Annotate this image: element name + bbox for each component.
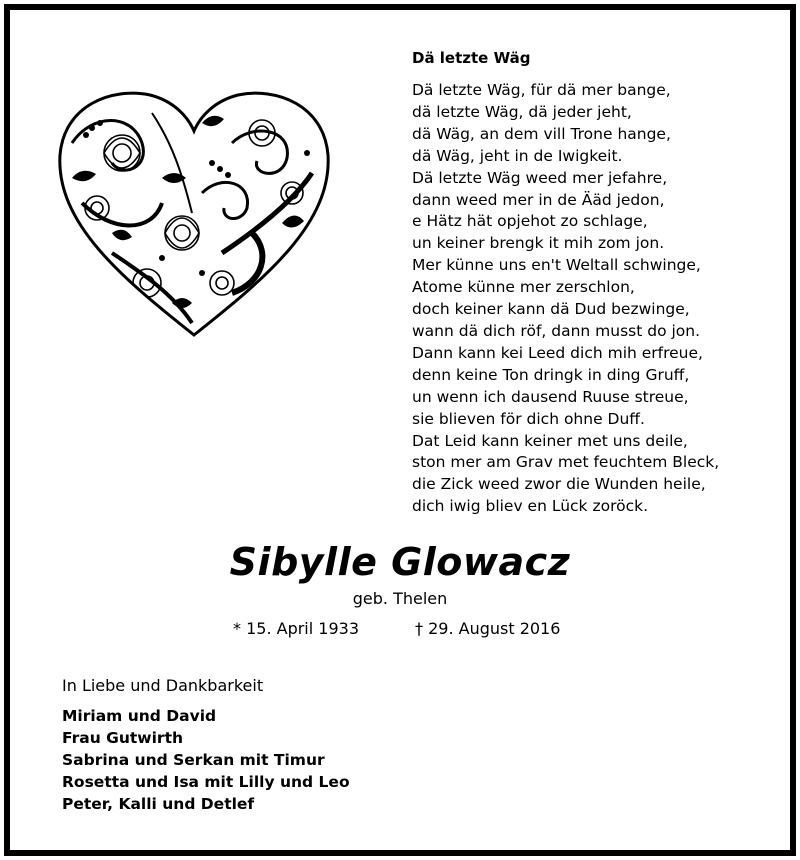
poem-title: Dä letzte Wäg: [412, 49, 531, 67]
poem: [412, 48, 772, 518]
list-item: Sabrina und Serkan mit Timur: [62, 751, 325, 769]
list-item: Miriam und David: [62, 707, 217, 725]
poem-line: un keiner brengk it mih zom jon.: [412, 234, 665, 253]
list-item: Peter, Kalli und Detlef: [62, 795, 255, 813]
poem-line: un wenn ich dausend Ruuse streue,: [412, 387, 689, 406]
poem-line: dä Wäg, an dem vill Trone hange,: [412, 124, 671, 143]
poem-line: dann weed mer in de Ääd jedon,: [412, 190, 665, 209]
poem-line: Dann kann kei Leed dich mih erfreue,: [412, 343, 703, 362]
birth-name: geb. Thelen: [352, 589, 448, 608]
poem-line: Mer künne uns en't Weltall schwinge,: [412, 256, 701, 275]
poem-line: Atome künne mer zerschlon,: [412, 278, 635, 297]
poem-line: sie blieven för dich ohne Duff.: [412, 409, 645, 428]
poem-line: ston mer am Grav met feuchtem Bleck,: [412, 453, 720, 472]
list-item: Frau Gutwirth: [62, 729, 184, 747]
floral-heart-icon: [52, 83, 336, 341]
poem-line: dä letzte Wäg, dä jeder jeht,: [412, 102, 632, 121]
poem-line: Dä letzte Wäg weed mer jefahre,: [412, 168, 668, 187]
death-date: † 29. August 2016: [415, 619, 561, 638]
birth-date: * 15. April 1933: [233, 619, 359, 638]
poem-line: e Hätz hät opjehot zo schlage,: [412, 212, 648, 231]
dedication: In Liebe und Dankbarkeit: [62, 676, 264, 695]
poem-line: dich iwig bliev en Lück zoröck.: [412, 497, 649, 516]
poem-line: denn keine Ton dringk in ding Gruff,: [412, 365, 690, 384]
poem-line: Dä letzte Wäg, für dä mer bange,: [412, 81, 671, 99]
mourners-list: [62, 705, 350, 815]
poem-line: doch keiner kann dä Dud bezwinge,: [412, 300, 690, 319]
poem-line: die Zick weed zwor die Wunden heile,: [412, 475, 706, 494]
poem-line: dä Wäg, jeht in de Iwigkeit.: [412, 146, 623, 165]
deceased-name: Sibylle Glowacz: [229, 540, 571, 584]
list-item: Rosetta und Isa mit Lilly und Leo: [62, 773, 350, 791]
poem-line: Dat Leid kann keiner met uns deile,: [412, 431, 688, 450]
poem-line: wann dä dich röf, dann musst do jon.: [412, 321, 701, 340]
